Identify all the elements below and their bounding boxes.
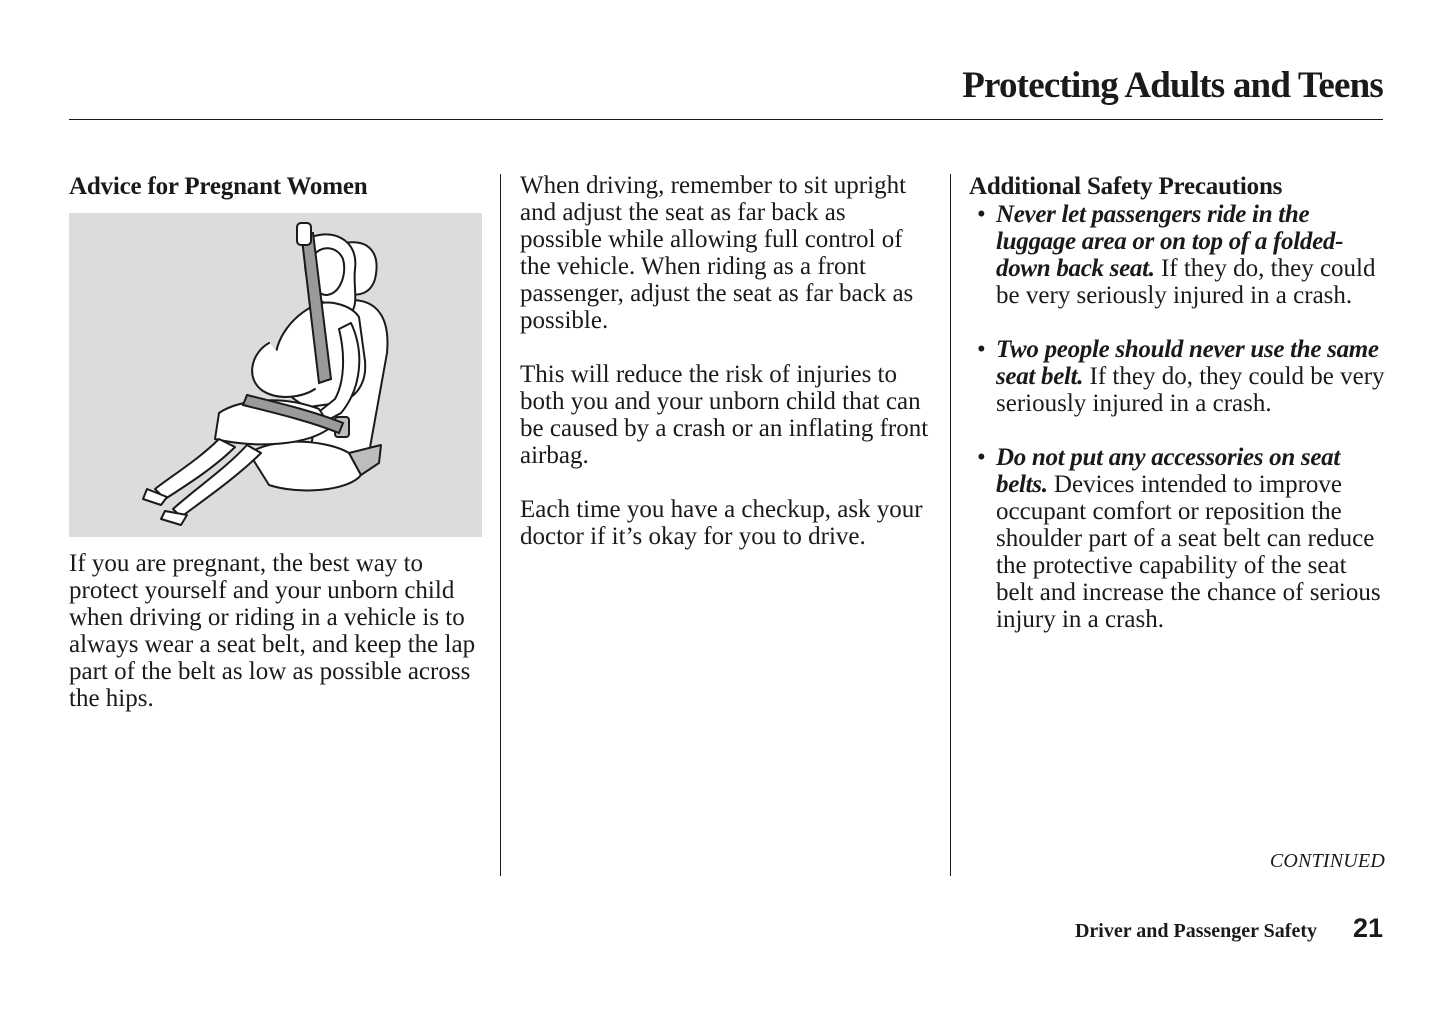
title-divider bbox=[69, 119, 1383, 120]
bullet-lead: Do not put any accessories on seat belts. bbox=[996, 444, 1340, 498]
section-heading-precautions: Additional Safety Precautions bbox=[969, 173, 1283, 200]
footer-section-title: Driver and Passenger Safety bbox=[1074, 920, 1317, 942]
column-divider-1 bbox=[500, 174, 501, 876]
list-item bbox=[969, 444, 1389, 633]
paragraph-reduce-risk: This will reduce the risk of injuries to both you and your unborn child that can be caused by a crash or an inflating front airbag. bbox=[520, 361, 929, 469]
bullet-text: If they do, they could be very seriously injured in a crash. bbox=[996, 255, 1376, 309]
list-item bbox=[969, 336, 1389, 417]
continued-label: CONTINUED bbox=[1269, 850, 1385, 872]
pregnant-woman-icon bbox=[69, 213, 482, 537]
column-1 bbox=[69, 172, 489, 712]
bullet-text: Devices intended to improve occupant comfort or reposition the shoulder part of a seat belt can reduce the protective capability of the seat belt and increase the chance of serious injury in a crash. bbox=[996, 471, 1381, 633]
bullet-text: If they do, they could be very seriously injured in a crash. bbox=[996, 363, 1385, 417]
bullet-icon: • bbox=[977, 336, 986, 363]
pregnancy-advice-paragraph: If you are pregnant, the best way to protect yourself and your unborn child when driving or riding in a vehicle is to always wear a seat belt, and keep the lap part of the belt as low as possible across the hips. bbox=[69, 550, 476, 712]
column-3 bbox=[969, 172, 1389, 660]
bullet-lead: Two people should never use the same seat belt. bbox=[996, 336, 1379, 390]
bullet-icon: • bbox=[977, 201, 986, 228]
column-divider-2 bbox=[950, 174, 951, 876]
list-item bbox=[969, 201, 1389, 309]
section-heading-pregnant: Advice for Pregnant Women bbox=[69, 173, 368, 200]
paragraph-sit-upright: When driving, remember to sit upright and adjust the seat as far back as possible while allowing full control of the vehicle. When riding as a front passenger, adjust the seat as far back as possible. bbox=[520, 172, 914, 334]
bullet-icon: • bbox=[977, 444, 986, 471]
precautions-list bbox=[969, 201, 1389, 633]
page-title: Protecting Adults and Teens bbox=[962, 65, 1383, 106]
page-number: 21 bbox=[1352, 913, 1383, 943]
bullet-lead: Never let passengers ride in the luggage area or on top of a folded-down back seat. bbox=[996, 201, 1344, 282]
column-2 bbox=[520, 172, 930, 550]
pregnant-woman-seatbelt-illustration bbox=[69, 213, 482, 537]
paragraph-checkup: Each time you have a checkup, ask your doctor if it’s okay for you to drive. bbox=[520, 496, 923, 550]
